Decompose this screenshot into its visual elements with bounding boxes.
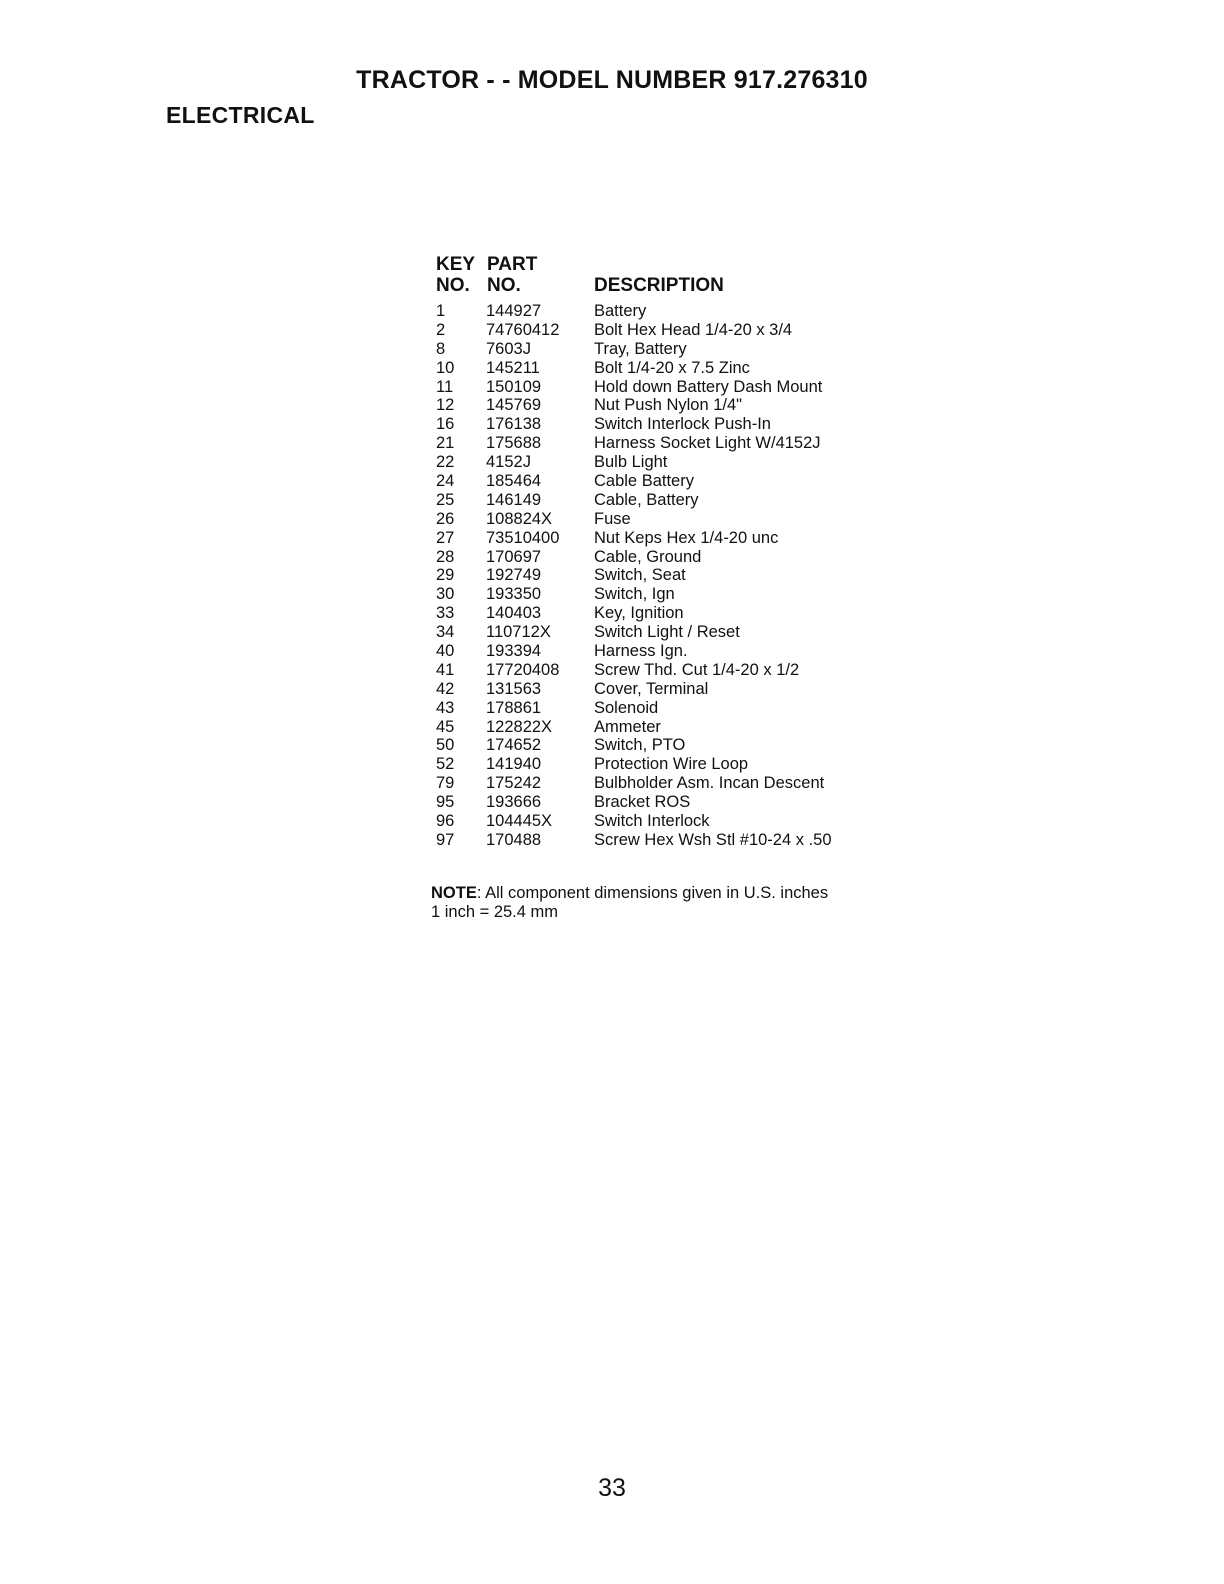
parts-row [0, 321, 1224, 340]
key-no-cell: 29 [436, 566, 455, 585]
description-cell: Switch Light / Reset [594, 623, 740, 642]
part-no-cell: 193666 [486, 793, 542, 812]
part-no-cell: 73510400 [486, 528, 560, 547]
section-heading: ELECTRICAL [166, 102, 315, 128]
key-no-cell: 95 [436, 793, 455, 812]
header-part-top: PART [487, 254, 538, 275]
key-no-cell: 1 [436, 302, 446, 320]
key-no-cell: 2 [436, 320, 446, 339]
parts-row [0, 434, 1224, 453]
parts-row [0, 302, 1224, 321]
description-cell: Switch Interlock [594, 812, 710, 831]
part-no-cell: 145769 [486, 396, 542, 415]
parts-row [0, 680, 1224, 699]
description-cell: Switch, Seat [594, 566, 686, 585]
key-no-cell: 27 [436, 528, 455, 547]
description-cell: Switch, Ign [594, 585, 675, 604]
parts-row [0, 661, 1224, 680]
key-no-cell: 52 [436, 755, 455, 774]
key-no-cell: 26 [436, 509, 455, 528]
part-no-cell: 110712X [486, 623, 551, 642]
description-cell: Switch, PTO [594, 736, 686, 755]
key-no-cell: 30 [436, 585, 455, 604]
parts-row [0, 718, 1224, 737]
description-cell: Tray, Battery [594, 339, 687, 358]
description-cell: Bulb Light [594, 453, 668, 472]
part-no-cell: 17720408 [486, 660, 560, 679]
description-cell: Cable, Battery [594, 490, 699, 509]
description-cell: Cable, Ground [594, 547, 702, 566]
note-line-2: 1 inch = 25.4 mm [431, 903, 559, 921]
key-no-cell: 16 [436, 415, 455, 434]
header-description: DESCRIPTION [594, 275, 724, 296]
header-part-bottom: NO. [487, 275, 521, 296]
part-no-cell: 4152J [486, 453, 531, 472]
parts-row [0, 472, 1224, 491]
key-no-cell: 45 [436, 717, 455, 736]
description-cell: Ammeter [594, 717, 661, 736]
description-cell: Bulbholder Asm. Incan Descent [594, 774, 825, 793]
parts-row [0, 755, 1224, 774]
description-cell: Screw Hex Wsh Stl #10-24 x .50 [594, 830, 832, 849]
key-no-cell: 41 [436, 660, 455, 679]
parts-row [0, 491, 1224, 510]
key-no-cell: 33 [436, 604, 455, 623]
parts-row [0, 566, 1224, 585]
header-key-bottom: NO. [436, 275, 470, 296]
key-no-cell: 8 [436, 339, 446, 358]
key-no-cell: 10 [436, 358, 455, 377]
parts-row [0, 396, 1224, 415]
description-cell: Nut Push Nylon 1/4" [594, 396, 743, 415]
description-cell: Fuse [594, 509, 631, 528]
part-no-cell: 140403 [486, 604, 542, 623]
part-no-cell: 193350 [486, 585, 542, 604]
description-cell: Cable Battery [594, 472, 694, 491]
parts-row [0, 453, 1224, 472]
part-no-cell: 170488 [486, 830, 542, 849]
key-no-cell: 96 [436, 812, 455, 831]
parts-row [0, 340, 1224, 359]
key-no-cell: 43 [436, 698, 455, 717]
description-cell: Cover, Terminal [594, 679, 709, 698]
description-cell: Harness Ign. [594, 642, 688, 661]
part-no-cell: 175242 [486, 774, 542, 793]
page-number: 33 [598, 1474, 626, 1502]
part-no-cell: 144927 [486, 302, 542, 320]
part-no-cell: 122822X [486, 717, 553, 736]
key-no-cell: 24 [436, 472, 455, 491]
part-no-cell: 74760412 [486, 320, 560, 339]
parts-row [0, 585, 1224, 604]
header-key-top: KEY [436, 254, 476, 275]
parts-row [0, 699, 1224, 718]
part-no-cell: 174652 [486, 736, 542, 755]
page-title: TRACTOR - - MODEL NUMBER 917.276310 [356, 66, 868, 94]
part-no-cell: 146149 [486, 490, 542, 509]
key-no-cell: 11 [436, 377, 454, 396]
description-cell: Protection Wire Loop [594, 755, 749, 774]
note [431, 884, 828, 922]
description-cell: Hold down Battery Dash Mount [594, 377, 823, 396]
header-key-no [436, 254, 475, 296]
part-no-cell: 141940 [486, 755, 542, 774]
part-no-cell: 108824X [486, 509, 553, 528]
parts-row [0, 604, 1224, 623]
part-no-cell: 170697 [486, 547, 542, 566]
parts-list [0, 302, 1224, 850]
part-no-cell: 185464 [486, 472, 542, 491]
part-no-cell: 104445X [486, 812, 553, 831]
note-text: : All component dimensions given in U.S. inches [476, 884, 829, 902]
part-no-cell: 193394 [486, 642, 542, 661]
part-no-cell: 175688 [486, 434, 542, 453]
header-part-no [487, 254, 537, 296]
parts-row [0, 831, 1224, 850]
parts-row [0, 774, 1224, 793]
parts-row [0, 359, 1224, 378]
part-no-cell: 145211 [486, 358, 540, 377]
part-no-cell: 192749 [486, 566, 542, 585]
key-no-cell: 25 [436, 490, 455, 509]
parts-row [0, 510, 1224, 529]
key-no-cell: 97 [436, 830, 455, 849]
key-no-cell: 12 [436, 396, 455, 415]
description-cell: Solenoid [594, 698, 659, 717]
parts-row [0, 548, 1224, 567]
note-label: NOTE [431, 884, 477, 902]
parts-row [0, 812, 1224, 831]
part-no-cell: 7603J [486, 339, 531, 358]
part-no-cell: 176138 [486, 415, 542, 434]
key-no-cell: 42 [436, 679, 455, 698]
part-no-cell: 131563 [486, 679, 542, 698]
key-no-cell: 28 [436, 547, 455, 566]
description-cell: Bolt Hex Head 1/4-20 x 3/4 [594, 320, 793, 339]
description-cell: Bolt 1/4-20 x 7.5 Zinc [594, 358, 750, 377]
key-no-cell: 40 [436, 642, 455, 661]
parts-row [0, 793, 1224, 812]
part-no-cell: 178861 [486, 698, 542, 717]
key-no-cell: 50 [436, 736, 455, 755]
parts-row [0, 378, 1224, 397]
parts-row [0, 415, 1224, 434]
description-cell: Harness Socket Light W/4152J [594, 434, 821, 453]
description-cell: Nut Keps Hex 1/4-20 unc [594, 528, 779, 547]
part-no-cell: 150109 [486, 377, 542, 396]
parts-row [0, 529, 1224, 548]
key-no-cell: 79 [436, 774, 455, 793]
description-cell: Battery [594, 302, 647, 320]
description-cell: Screw Thd. Cut 1/4-20 x 1/2 [594, 660, 800, 679]
note-line-1 [431, 884, 828, 903]
key-no-cell: 21 [436, 434, 455, 453]
key-no-cell: 34 [436, 623, 455, 642]
description-cell: Bracket ROS [594, 793, 691, 812]
parts-row [0, 642, 1224, 661]
parts-row [0, 736, 1224, 755]
description-cell: Key, Ignition [594, 604, 684, 623]
key-no-cell: 22 [436, 453, 455, 472]
parts-row [0, 623, 1224, 642]
description-cell: Switch Interlock Push-In [594, 415, 771, 434]
